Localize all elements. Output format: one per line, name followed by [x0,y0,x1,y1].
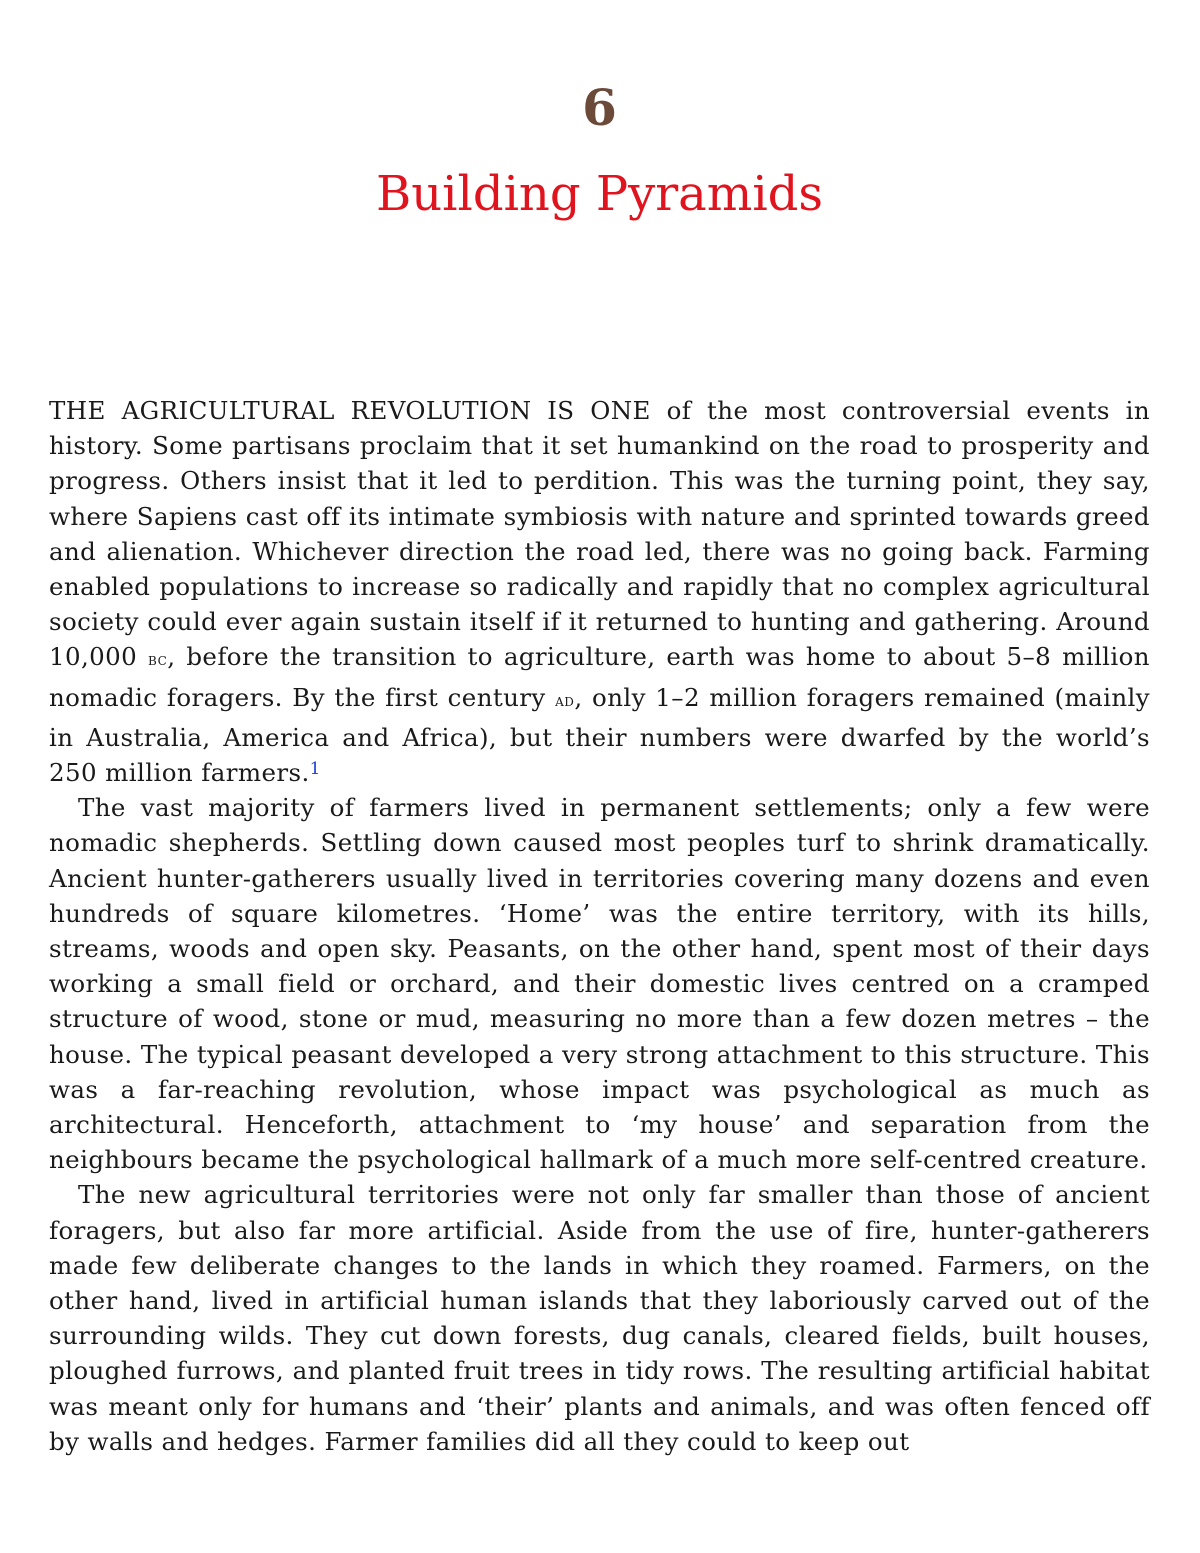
paragraph-3: The new agricultural territories were not only far smaller than those of ancient foragers, but also far more artificial. Aside from the use of fire, hunter-gatherers made few deliberate changes to the lands in which they roamed. Farmers, on the other hand, lived in artificial human islands that they laboriously carved out of the surrounding wilds. They cut down forests, dug canals, cleared fields, built houses, ploughed furrows, and planted fruit trees in tidy rows. The resulting artificial habitat was meant only for humans and ‘their’ plants and animals, and was often fenced off by walls and hedges. Farmer families did all they could to keep out [49,1180,1150,1456]
paragraph-1 [49,393,1150,790]
chapter-number: 6 [582,78,617,137]
paragraph-2: The vast majority of farmers lived in permanent settlements; only a few were nomadic shepherds. Settling down caused most peoples turf to shrink dramatically. Ancient hunter-gatherers usually lived in territories covering many dozens and even hundreds of square kilometres. ‘Home’ was the entire territory, with its hills, streams, woods and open sky. Peasants, on the other hand, spent most of their days working a small field or orchard, and their domestic lives centred on a cramped structure of wood, stone or mud, measuring no more than a few dozen metres – the house. The typical peasant developed a very strong attachment to this structure. This was a far-reaching revolution, whose impact was psychological as much as architectural. Henceforth, attachment to ‘my house’ and separation from the neighbours became the psychological hallmark of a much more self-centred creature. [49,793,1150,1175]
paragraph-1-text-c: , only 1–2 million foragers remained (mainly in Australia, America and Africa), but their numbers were dwarfed by the world’s 250 million farmers. [49,682,1150,788]
era-bc: BC [148,654,168,669]
chapter-title: Building Pyramids [375,166,824,222]
book-page [49,0,1150,1456]
paragraph-1-text-b: , before the transition to agriculture, earth was home to about 5–8 million nomadic foragers. By the first century [49,642,1150,712]
footnote-link[interactable]: 1 [309,759,321,780]
era-ad: AD [555,694,575,709]
paragraph-1-text-a: THE AGRICULTURAL REVOLUTION IS ONE of the most controversial events in history. Some partisans proclaim that it set humankind on the road to prosperity and progress. Others insist that it led to perdition. This was the turning point, they say, where Sapiens cast off its intimate symbiosis with nature and sprinted towards greed and alienation. Whichever direction the road led, there was no going back. Farming enabled populations to increase so radically and rapidly that no complex agricultural society could ever again sustain itself if it returned to hunting and gathering. Around 10,000 [49,396,1150,672]
chapter-body [49,393,1150,1459]
